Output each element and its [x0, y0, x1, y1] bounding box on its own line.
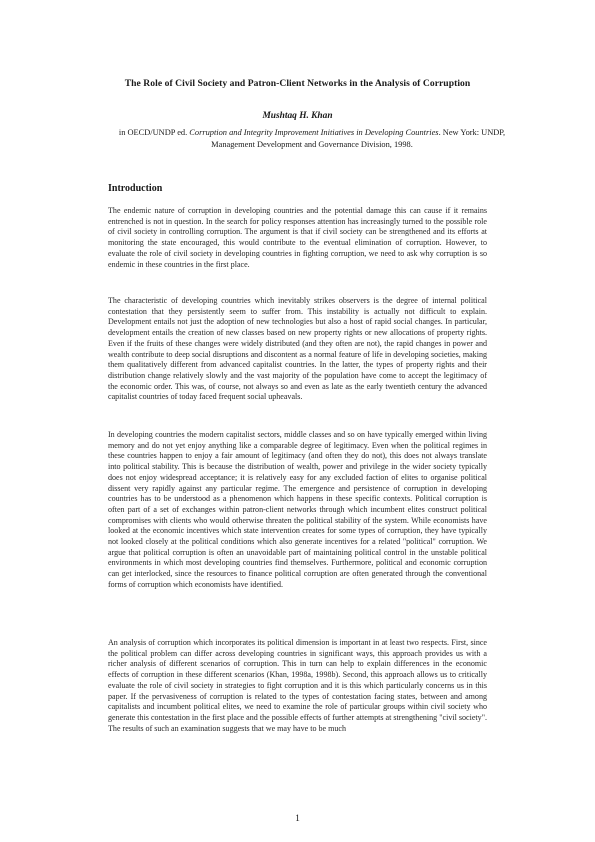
author-name: Mushtaq H. Khan: [262, 111, 333, 121]
section-heading: Introduction: [108, 183, 163, 194]
body-paragraph: The endemic nature of corruption in developing countries and the potential damage this can cause if it remains entrenched is not in question. In the search for policy responses attention has increasingly turned to the possible role of civil society in controlling corruption. The argument is that if civil society can be strengthened and its efforts at monitoring the state encouraged, this would contribute to the eventual elimination of corruption. However, to evaluate the role of civil society in developing countries in fighting corruption, we need to ask why corruption is so endemic in these countries in the first place.: [108, 206, 487, 269]
citation: [108, 127, 516, 151]
citation-suffix: . New York: UNDP, Management Development and Governance Division, 1998.: [211, 128, 506, 149]
paper-title: The Role of Civil Society and Patron-Client Networks in the Analysis of Corruption: [124, 78, 471, 89]
body-paragraph: In developing countries the modern capitalist sectors, middle classes and so on have typically emerged within living memory and do not yet enjoy anything like a comparable degree of legitimacy. Even when the political regimes in these countries happen to enjoy a fair amount of legitimacy (and often they do not), this does not always translate into political stability. This is because the distribution of wealth, power and privilege in the wider society typically does not enjoy widespread acceptance; it is relatively easy for any excluded faction of elites to organise political dissent very rapidly against any particular regime. The emergence and persistence of corruption in developing countries has to be understood as a phenomenon which happens in these specific contexts. Political corruption is often part of a set of exchanges within patron-client networks through which incumbent elites construct political compromises with clients who would otherwise threaten the political stability of the system. While economists have looked at the economic incentives which state intervention creates for some types of corruption, they have typically not looked closely at the political conditions which also generate incentives for a related "political" corruption. We argue that political corruption is often an unavoidable part of maintaining political control in the unstable political environments in which most developing countries find themselves. Furthermore, political and economic corruption can get interlocked, since the resources to finance political corruption are often generated through the conventional forms of corruption which economists have identified.: [108, 430, 487, 589]
citation-book-title: Corruption and Integrity Improvement Initiatives in Developing Countries: [189, 128, 439, 137]
citation-prefix: in OECD/UNDP ed.: [118, 128, 190, 137]
body-paragraph: The characteristic of developing countries which inevitably strikes observers is the degree of internal political contestation that they persistently seem to suffer from. This instability is actually not difficult to explain. Development entails not just the adoption of new technologies but also a host of rapid social changes. In particular, development entails the creation of new classes based on new property rights or new allocations of property rights. Even if the fruits of these changes were widely distributed (and they often are not), the rapid changes in power and wealth contribute to deep social disruptions and discontent as a normal feature of life in developing societies, making them qualitatively different from advanced capitalist countries. In the latter, the types of property rights and their distribution change relatively slowly and the vast majority of the population have come to accept the legitimacy of the economic order. This was, of course, not always so and even as late as the early twentieth century the advanced capitalist countries of today faced frequent social upheavals.: [108, 296, 487, 402]
page-number: 1: [295, 814, 300, 824]
body-paragraph: An analysis of corruption which incorporates its political dimension is important in at least two respects. First, since the political problem can differ across developing countries in significant ways, this approach provides us with a richer analysis of different scenarios of corruption. This in turn can help to explain differences in the economic effects of corruption in these different scenarios (Khan, 1998a, 1998b). Second, this approach allows us to critically evaluate the role of civil society in strategies to fight corruption and it is this which particularly concerns us in this paper. If the pervasiveness of corruption is related to the types of contestation facing states, between and among capitalists and incumbent political elites, we need to examine the role of particular groups within civil society who generate this contestation in the first place and the possible effects of further attempts at strengthening "civil society". The results of such an examination suggests that we may have to be much: [108, 638, 487, 733]
